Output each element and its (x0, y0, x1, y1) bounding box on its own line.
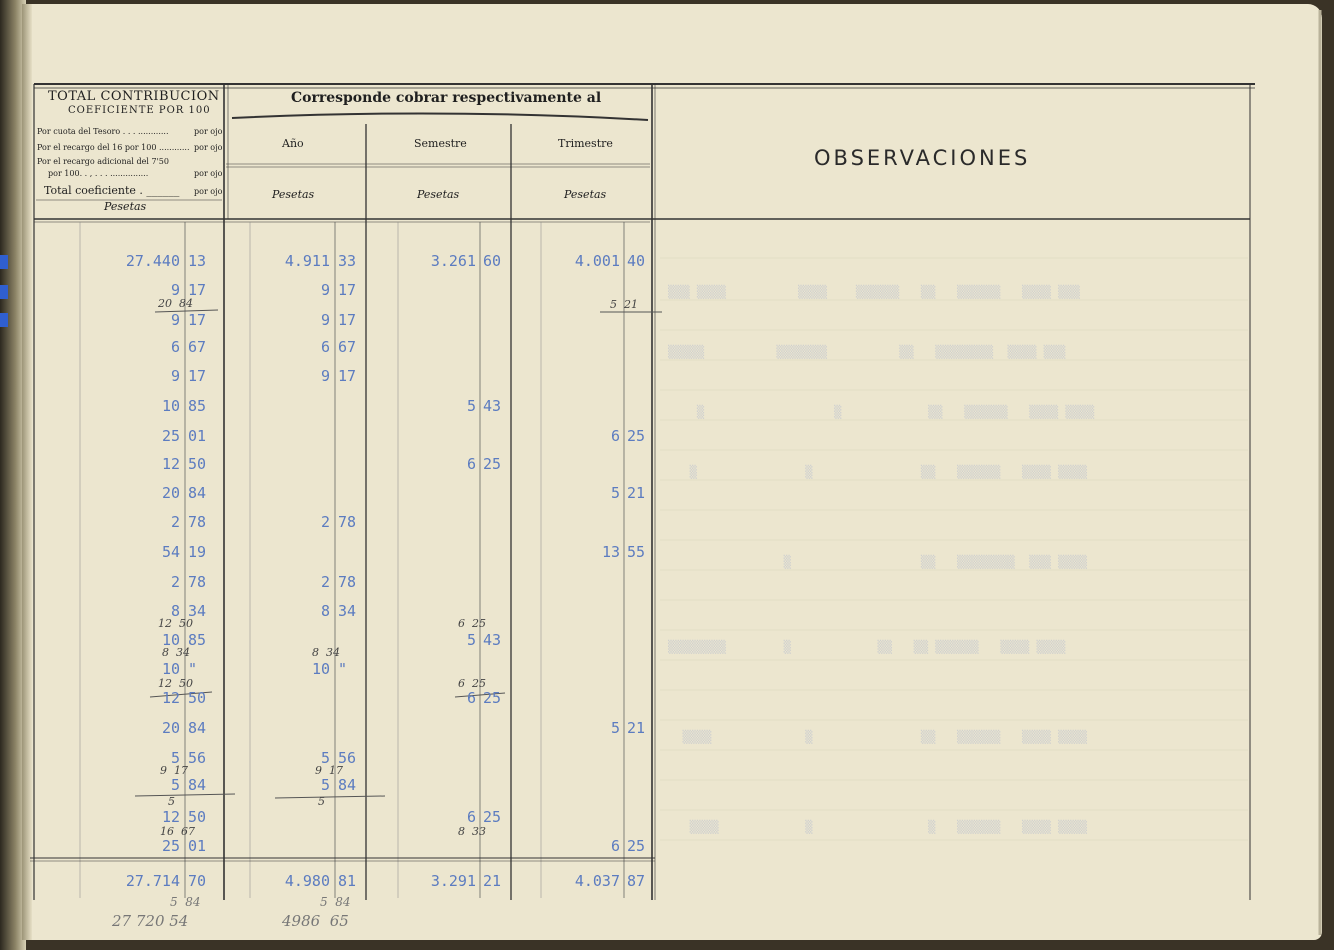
total-cents: 84 (188, 484, 207, 502)
total-amount: 12 (161, 455, 180, 473)
ano-amount: 10 (311, 660, 330, 678)
total-amount: 2 (170, 573, 180, 591)
total-amount: 6 (170, 338, 180, 356)
ano-amount: 6 (320, 338, 330, 356)
coef-line-label: Por cuota del Tesoro . . . ............ (37, 127, 169, 136)
coef-line-label: Por el recargo adicional del 7'50 (37, 157, 169, 166)
total-cents: 17 (188, 281, 207, 299)
pencil-note: 5 (318, 795, 325, 808)
ano-amount: 2 (320, 573, 330, 591)
total-cents: 78 (188, 513, 207, 531)
total-amount: 10 (161, 397, 180, 415)
semestre-cents: 43 (483, 631, 502, 649)
total-cents: 67 (188, 338, 207, 356)
trimestre-amount: 4.001 (574, 252, 620, 270)
ano-amount: 9 (320, 367, 330, 385)
pesetas-label-total: Pesetas (104, 200, 147, 213)
coef-line-unit: por ojo (194, 169, 223, 178)
bleed-through-text: ▒ ▒ ▒▒ ▒▒▒▒▒▒ ▒▒▒▒ ▒▒▒▒ (668, 405, 1095, 419)
trimestre-cents: 55 (627, 543, 646, 561)
semestre-cents: 25 (483, 808, 502, 826)
total-cents: 78 (188, 573, 207, 591)
trimestre-amount: 5 (610, 719, 620, 737)
total-cents: 50 (188, 455, 207, 473)
semestre-amount: 6 (466, 455, 476, 473)
semestre-total-cents: 21 (483, 872, 502, 890)
bleed-through-text: ▒ ▒▒ ▒▒▒▒▒▒▒▒ ▒▒▒ ▒▒▒▒ (668, 555, 1088, 569)
pencil-note: 16 67 (160, 825, 195, 838)
ano-cents: 33 (338, 252, 357, 270)
total-amount: 20 (161, 719, 180, 737)
total-cents: 13 (188, 252, 207, 270)
total-coeficiente-unit: por ojo (194, 187, 223, 196)
semestre-amount: 6 (466, 808, 476, 826)
total-cents: 84 (188, 776, 207, 794)
pencil-note: 9 17 (315, 764, 343, 777)
total-amount: 10 (161, 631, 180, 649)
coef-line-unit: por ojo (194, 143, 223, 152)
trimestre-cents: 21 (627, 719, 646, 737)
total-contribucion-title: TOTAL CONTRIBUCION (48, 89, 220, 104)
ano-amount: 8 (320, 602, 330, 620)
pencil-note: 5 84 (170, 895, 201, 909)
trimestre-cents: 25 (627, 837, 646, 855)
ano-total-cents: 81 (338, 872, 357, 890)
corresponde-title: Corresponde cobrar respectivamente al (291, 90, 602, 106)
pencil-note: 4986 65 (282, 912, 349, 930)
pesetas-label-ano: Pesetas (272, 188, 315, 201)
total-amount: 9 (170, 367, 180, 385)
ano-amount: 4.911 (284, 252, 330, 270)
trimestre-amount: 6 (610, 427, 620, 445)
total-cents: 19 (188, 543, 207, 561)
ano-cents: " (338, 660, 348, 678)
pencil-note: 6 25 (458, 677, 486, 690)
observaciones-heading: OBSERVACIONES (814, 146, 1031, 170)
pencil-note: 5 (168, 795, 175, 808)
grand-total-amount: 27.714 (125, 872, 180, 890)
total-cents: 50 (188, 689, 207, 707)
coeficiente-title: COEFICIENTE POR 100 (68, 105, 211, 116)
total-amount: 12 (161, 689, 180, 707)
coef-line-unit: por ojo (194, 127, 223, 136)
total-amount: 25 (161, 427, 180, 445)
trimestre-amount: 6 (610, 837, 620, 855)
pencil-note: 12 50 (158, 617, 193, 630)
total-cents: 85 (188, 631, 207, 649)
ano-amount: 2 (320, 513, 330, 531)
ano-cents: 17 (338, 367, 357, 385)
column-header-ano: Año (282, 137, 304, 150)
total-amount: 20 (161, 484, 180, 502)
column-header-semestre: Semestre (414, 137, 467, 150)
pesetas-label-trimestre: Pesetas (564, 188, 607, 201)
total-amount: 8 (170, 602, 180, 620)
grand-total-cents: 70 (188, 872, 207, 890)
trimestre-amount: 13 (601, 543, 620, 561)
bleed-through-text: ▒▒▒▒ ▒ ▒ ▒▒▒▒▒▒ ▒▒▒▒ ▒▒▒▒ (668, 820, 1088, 834)
coef-line-label: por 100. . , . . . ............... (48, 169, 149, 178)
semestre-amount: 3.261 (430, 252, 476, 270)
total-amount: 25 (161, 837, 180, 855)
pencil-note: 8 34 (162, 646, 190, 659)
coef-line-label: Por el recargo del 16 por 100 ............ (37, 143, 190, 152)
total-amount: 54 (161, 543, 180, 561)
trimestre-cents: 25 (627, 427, 646, 445)
column-header-trimestre: Trimestre (558, 137, 613, 150)
bleed-through-text: ▒▒▒ ▒▒▒▒ ▒▒▒▒ ▒▒▒▒▒▒ ▒▒ ▒▒▒▒▒▒ ▒▒▒▒ ▒▒▒ (668, 285, 1080, 299)
total-cents: 56 (188, 749, 207, 767)
semestre-amount: 6 (466, 689, 476, 707)
ano-cents: 67 (338, 338, 357, 356)
total-amount: 27.440 (125, 252, 180, 270)
ano-cents: 78 (338, 513, 357, 531)
trimestre-cents: 21 (627, 484, 646, 502)
ano-amount: 9 (320, 281, 330, 299)
total-cents: 85 (188, 397, 207, 415)
pencil-note: 5 21 (610, 298, 638, 311)
total-cents: 34 (188, 602, 207, 620)
pencil-note: 9 17 (160, 764, 188, 777)
trimestre-total-amount: 4.037 (574, 872, 620, 890)
ano-amount: 5 (320, 749, 330, 767)
pesetas-label-semestre: Pesetas (417, 188, 460, 201)
bleed-through-text: ▒▒▒▒▒ ▒▒▒▒▒▒▒ ▒▒ ▒▒▒▒▒▒▒▒ ▒▒▒▒ ▒▒▒ (668, 345, 1066, 359)
total-cents: 01 (188, 837, 207, 855)
total-cents: " (188, 660, 198, 678)
total-amount: 5 (170, 776, 180, 794)
pencil-note: 5 84 (320, 895, 351, 909)
total-cents: 84 (188, 719, 207, 737)
semestre-cents: 60 (483, 252, 502, 270)
pencil-note: 8 34 (312, 646, 340, 659)
bleed-through-text: ▒▒▒▒▒▒▒▒ ▒ ▒▒ ▒▒ ▒▒▒▒▒▒ ▒▒▒▒ ▒▒▒▒ (668, 640, 1066, 654)
trimestre-total-cents: 87 (627, 872, 646, 890)
semestre-cents: 25 (483, 689, 502, 707)
total-amount: 9 (170, 281, 180, 299)
semestre-amount: 5 (466, 631, 476, 649)
ano-cents: 34 (338, 602, 357, 620)
ano-cents: 17 (338, 311, 357, 329)
total-amount: 10 (161, 660, 180, 678)
pencil-note: 6 25 (458, 617, 486, 630)
ano-amount: 5 (320, 776, 330, 794)
pencil-note: 8 33 (458, 825, 486, 838)
bleed-through-text: ▒ ▒ ▒▒ ▒▒▒▒▒▒ ▒▒▒▒ ▒▒▒▒ (668, 465, 1088, 479)
total-cents: 17 (188, 311, 207, 329)
semestre-total-amount: 3.291 (430, 872, 476, 890)
pencil-note: 12 50 (158, 677, 193, 690)
semestre-amount: 5 (466, 397, 476, 415)
total-cents: 50 (188, 808, 207, 826)
ano-cents: 17 (338, 281, 357, 299)
total-cents: 17 (188, 367, 207, 385)
ano-amount: 9 (320, 311, 330, 329)
ano-total-amount: 4.980 (284, 872, 330, 890)
ano-cents: 84 (338, 776, 357, 794)
total-coeficiente-label: Total coeficiente . ______ (44, 184, 180, 197)
total-amount: 9 (170, 311, 180, 329)
trimestre-cents: 40 (627, 252, 646, 270)
total-amount: 5 (170, 749, 180, 767)
semestre-cents: 43 (483, 397, 502, 415)
trimestre-amount: 5 (610, 484, 620, 502)
bleed-through-text: ▒▒▒▒ ▒ ▒▒ ▒▒▒▒▒▒ ▒▒▒▒ ▒▒▒▒ (668, 730, 1088, 744)
ano-cents: 56 (338, 749, 357, 767)
ano-cents: 78 (338, 573, 357, 591)
pencil-note: 27 720 54 (112, 912, 189, 930)
total-amount: 12 (161, 808, 180, 826)
total-amount: 2 (170, 513, 180, 531)
pencil-note: 20 84 (158, 297, 193, 310)
semestre-cents: 25 (483, 455, 502, 473)
total-cents: 01 (188, 427, 207, 445)
